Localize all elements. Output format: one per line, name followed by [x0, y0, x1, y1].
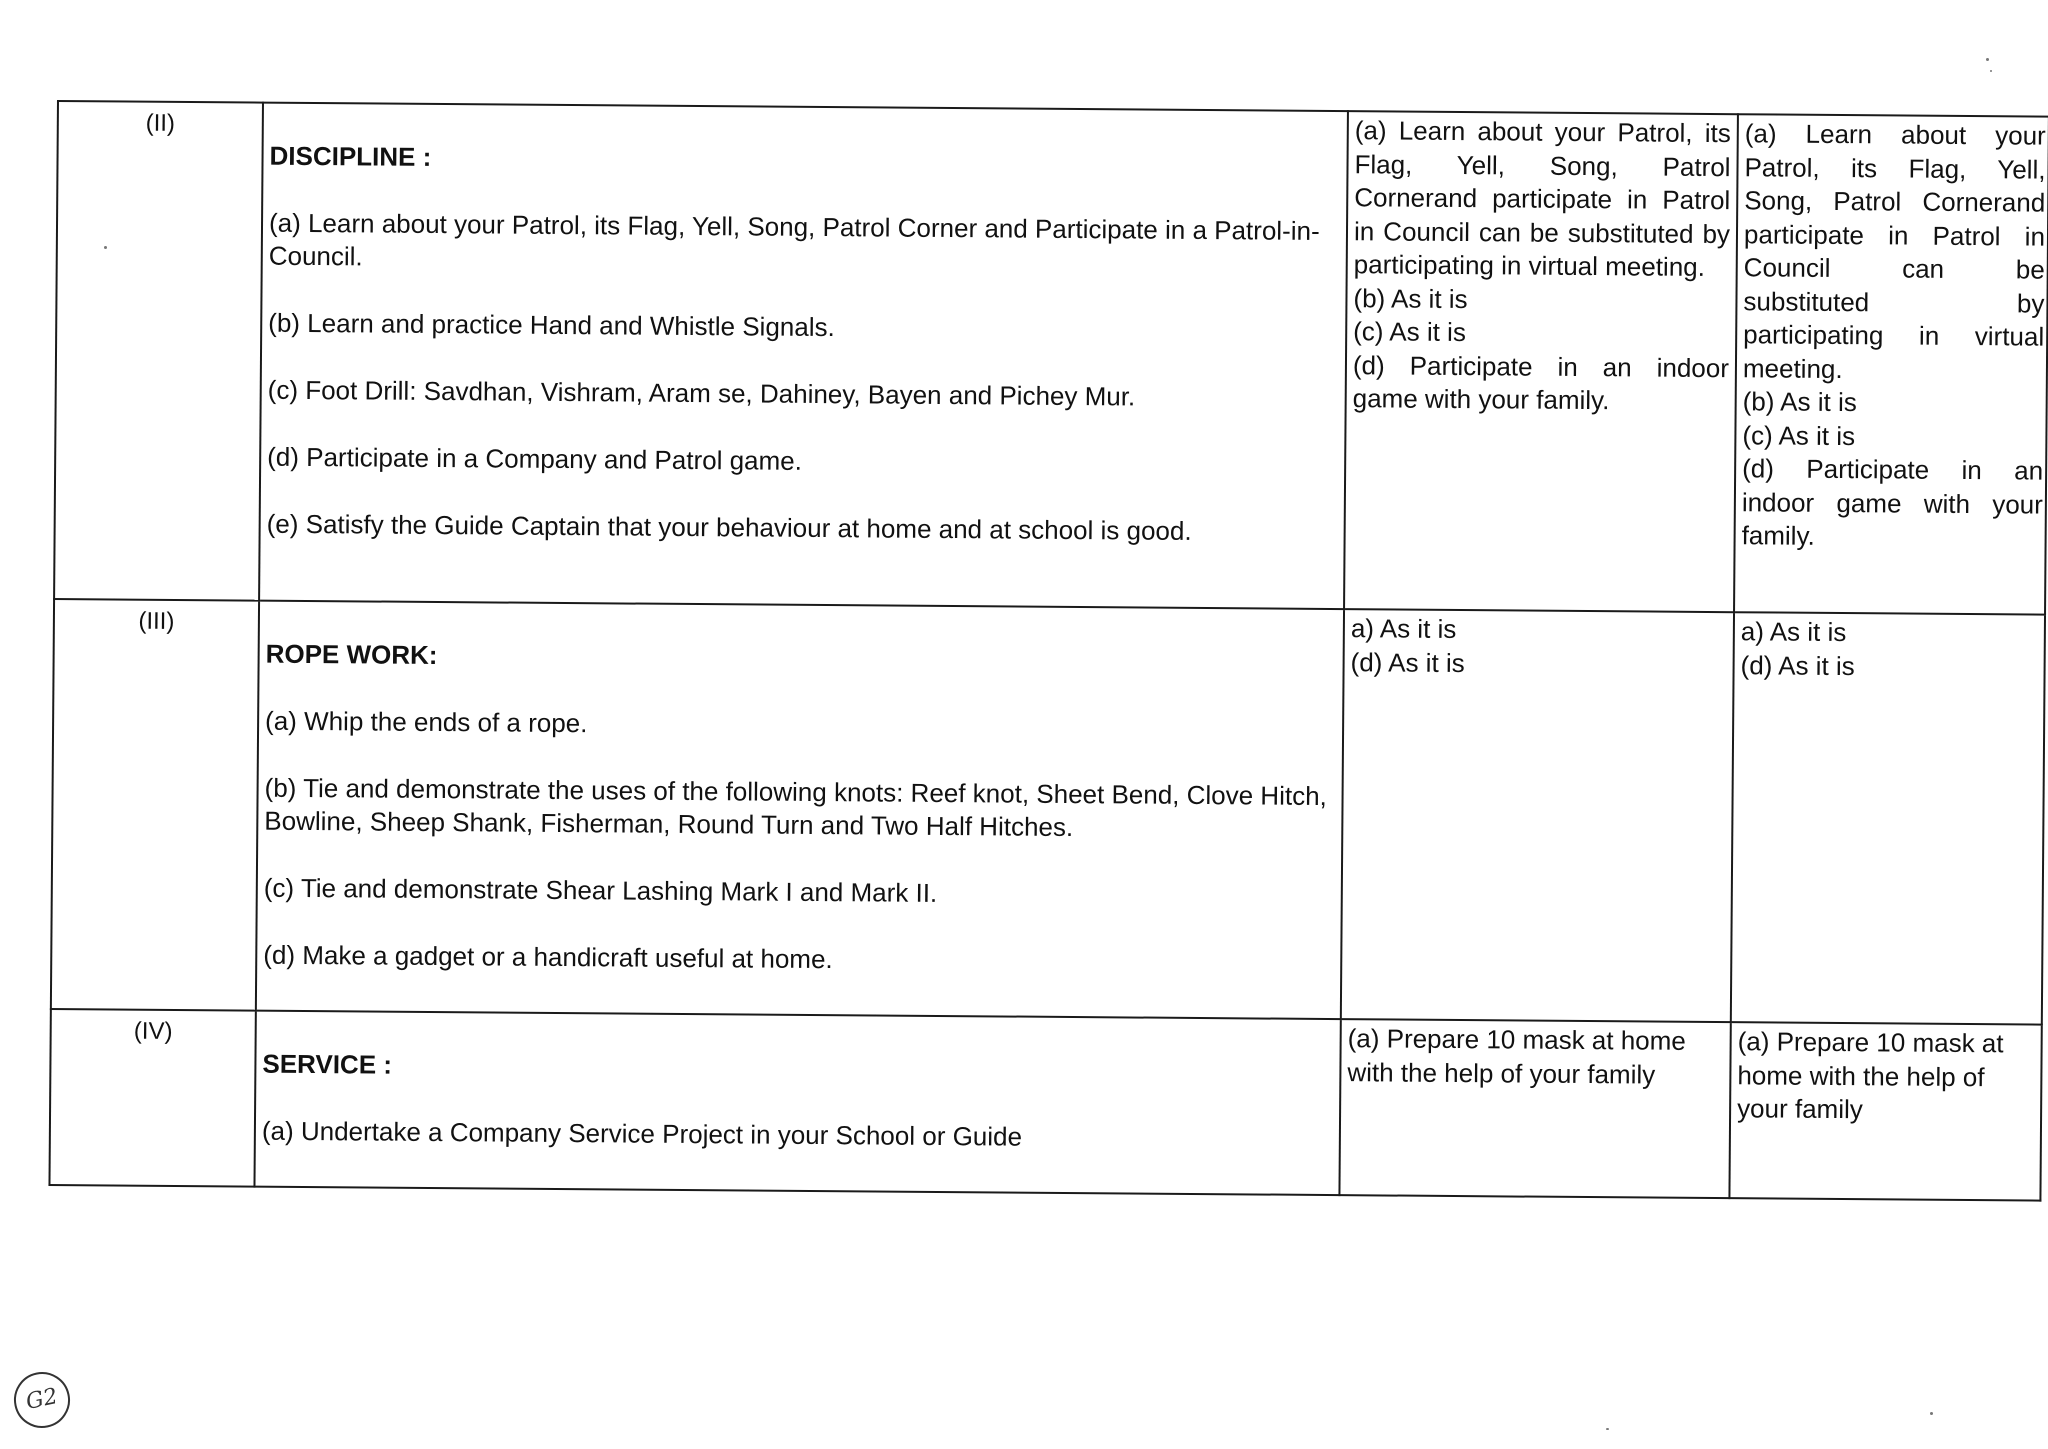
adaptation-cell: (a) Learn about your Patrol, its Flag, Yell, Song, Patrol Cornerand participate in Patrol in Council can be substituted by participating in virtual meeting. (b) As it is (c) As it is (d) Participate in an indoor game with your family.: [1734, 114, 2048, 614]
requirement-item: (b) Tie and demonstrate the uses of the following knots: Reef knot, Sheet Bend, Clove Hitch, Bowline, Sheep Shank, Fisherman, Round Turn and Two Half Hitches.: [264, 772, 1327, 843]
row-number: (III): [51, 599, 259, 1011]
table-row: [49, 1009, 2041, 1200]
adaptation-cell: (a) Prepare 10 mask at home with the help of your family: [1729, 1022, 2041, 1200]
requirements-cell: [256, 601, 1344, 1020]
adaptation-cell: a) As it is (d) As it is: [1341, 609, 1734, 1022]
table-row: [54, 101, 2048, 615]
adaptation-cell: (a) Learn about your Patrol, its Flag, Yell, Song, Patrol Cornerand participate in Patrol in Council can be substituted by participating in virtual meeting. (b) As it is (c) As it is (d) Participate in an indoor game with your family.: [1344, 111, 1738, 612]
scan-speck: [104, 246, 107, 249]
section-title: SERVICE :: [262, 1048, 393, 1080]
requirements-cell: [254, 1011, 1340, 1195]
adaptation-cell: a) As it is (d) As it is: [1731, 612, 2045, 1024]
requirement-item: (e) Satisfy the Guide Captain that your behaviour at home and at school is good.: [266, 508, 1192, 546]
syllabus-table: [48, 100, 2048, 1201]
requirement-item: (c) Foot Drill: Savdhan, Vishram, Aram se, Dahiney, Bayen and Pichey Mur.: [267, 374, 1136, 412]
row-number: (II): [54, 101, 263, 601]
requirements-cell: [259, 103, 1348, 610]
scan-speck: [1990, 70, 1992, 72]
adaptation-cell: (a) Prepare 10 mask at home with the help of your family: [1339, 1019, 1730, 1198]
scan-speck: [1606, 1428, 1609, 1430]
section-title: DISCIPLINE :: [269, 140, 432, 172]
requirement-item: (b) Learn and practice Hand and Whistle Signals.: [268, 307, 835, 343]
requirement-item: (a) Undertake a Company Service Project in your School or Guide: [261, 1115, 1023, 1152]
scan-speck: [1986, 58, 1989, 61]
section-title: ROPE WORK:: [265, 638, 438, 670]
requirement-item: (a) Learn about your Patrol, its Flag, Yell, Song, Patrol Corner and Participate in a Patrol-in-Council.: [268, 207, 1320, 272]
row-number: (IV): [49, 1009, 255, 1186]
requirement-item: (d) Participate in a Company and Patrol game.: [267, 441, 803, 476]
scan-speck: [1930, 1412, 1933, 1415]
page-number-mark: G2: [9, 1367, 75, 1433]
requirement-item: (d) Make a gadget or a handicraft useful at home.: [263, 939, 833, 975]
requirement-item: (a) Whip the ends of a rope.: [265, 705, 588, 738]
table-row: [51, 599, 2045, 1025]
requirement-item: (c) Tie and demonstrate Shear Lashing Mark I and Mark II.: [263, 872, 938, 908]
